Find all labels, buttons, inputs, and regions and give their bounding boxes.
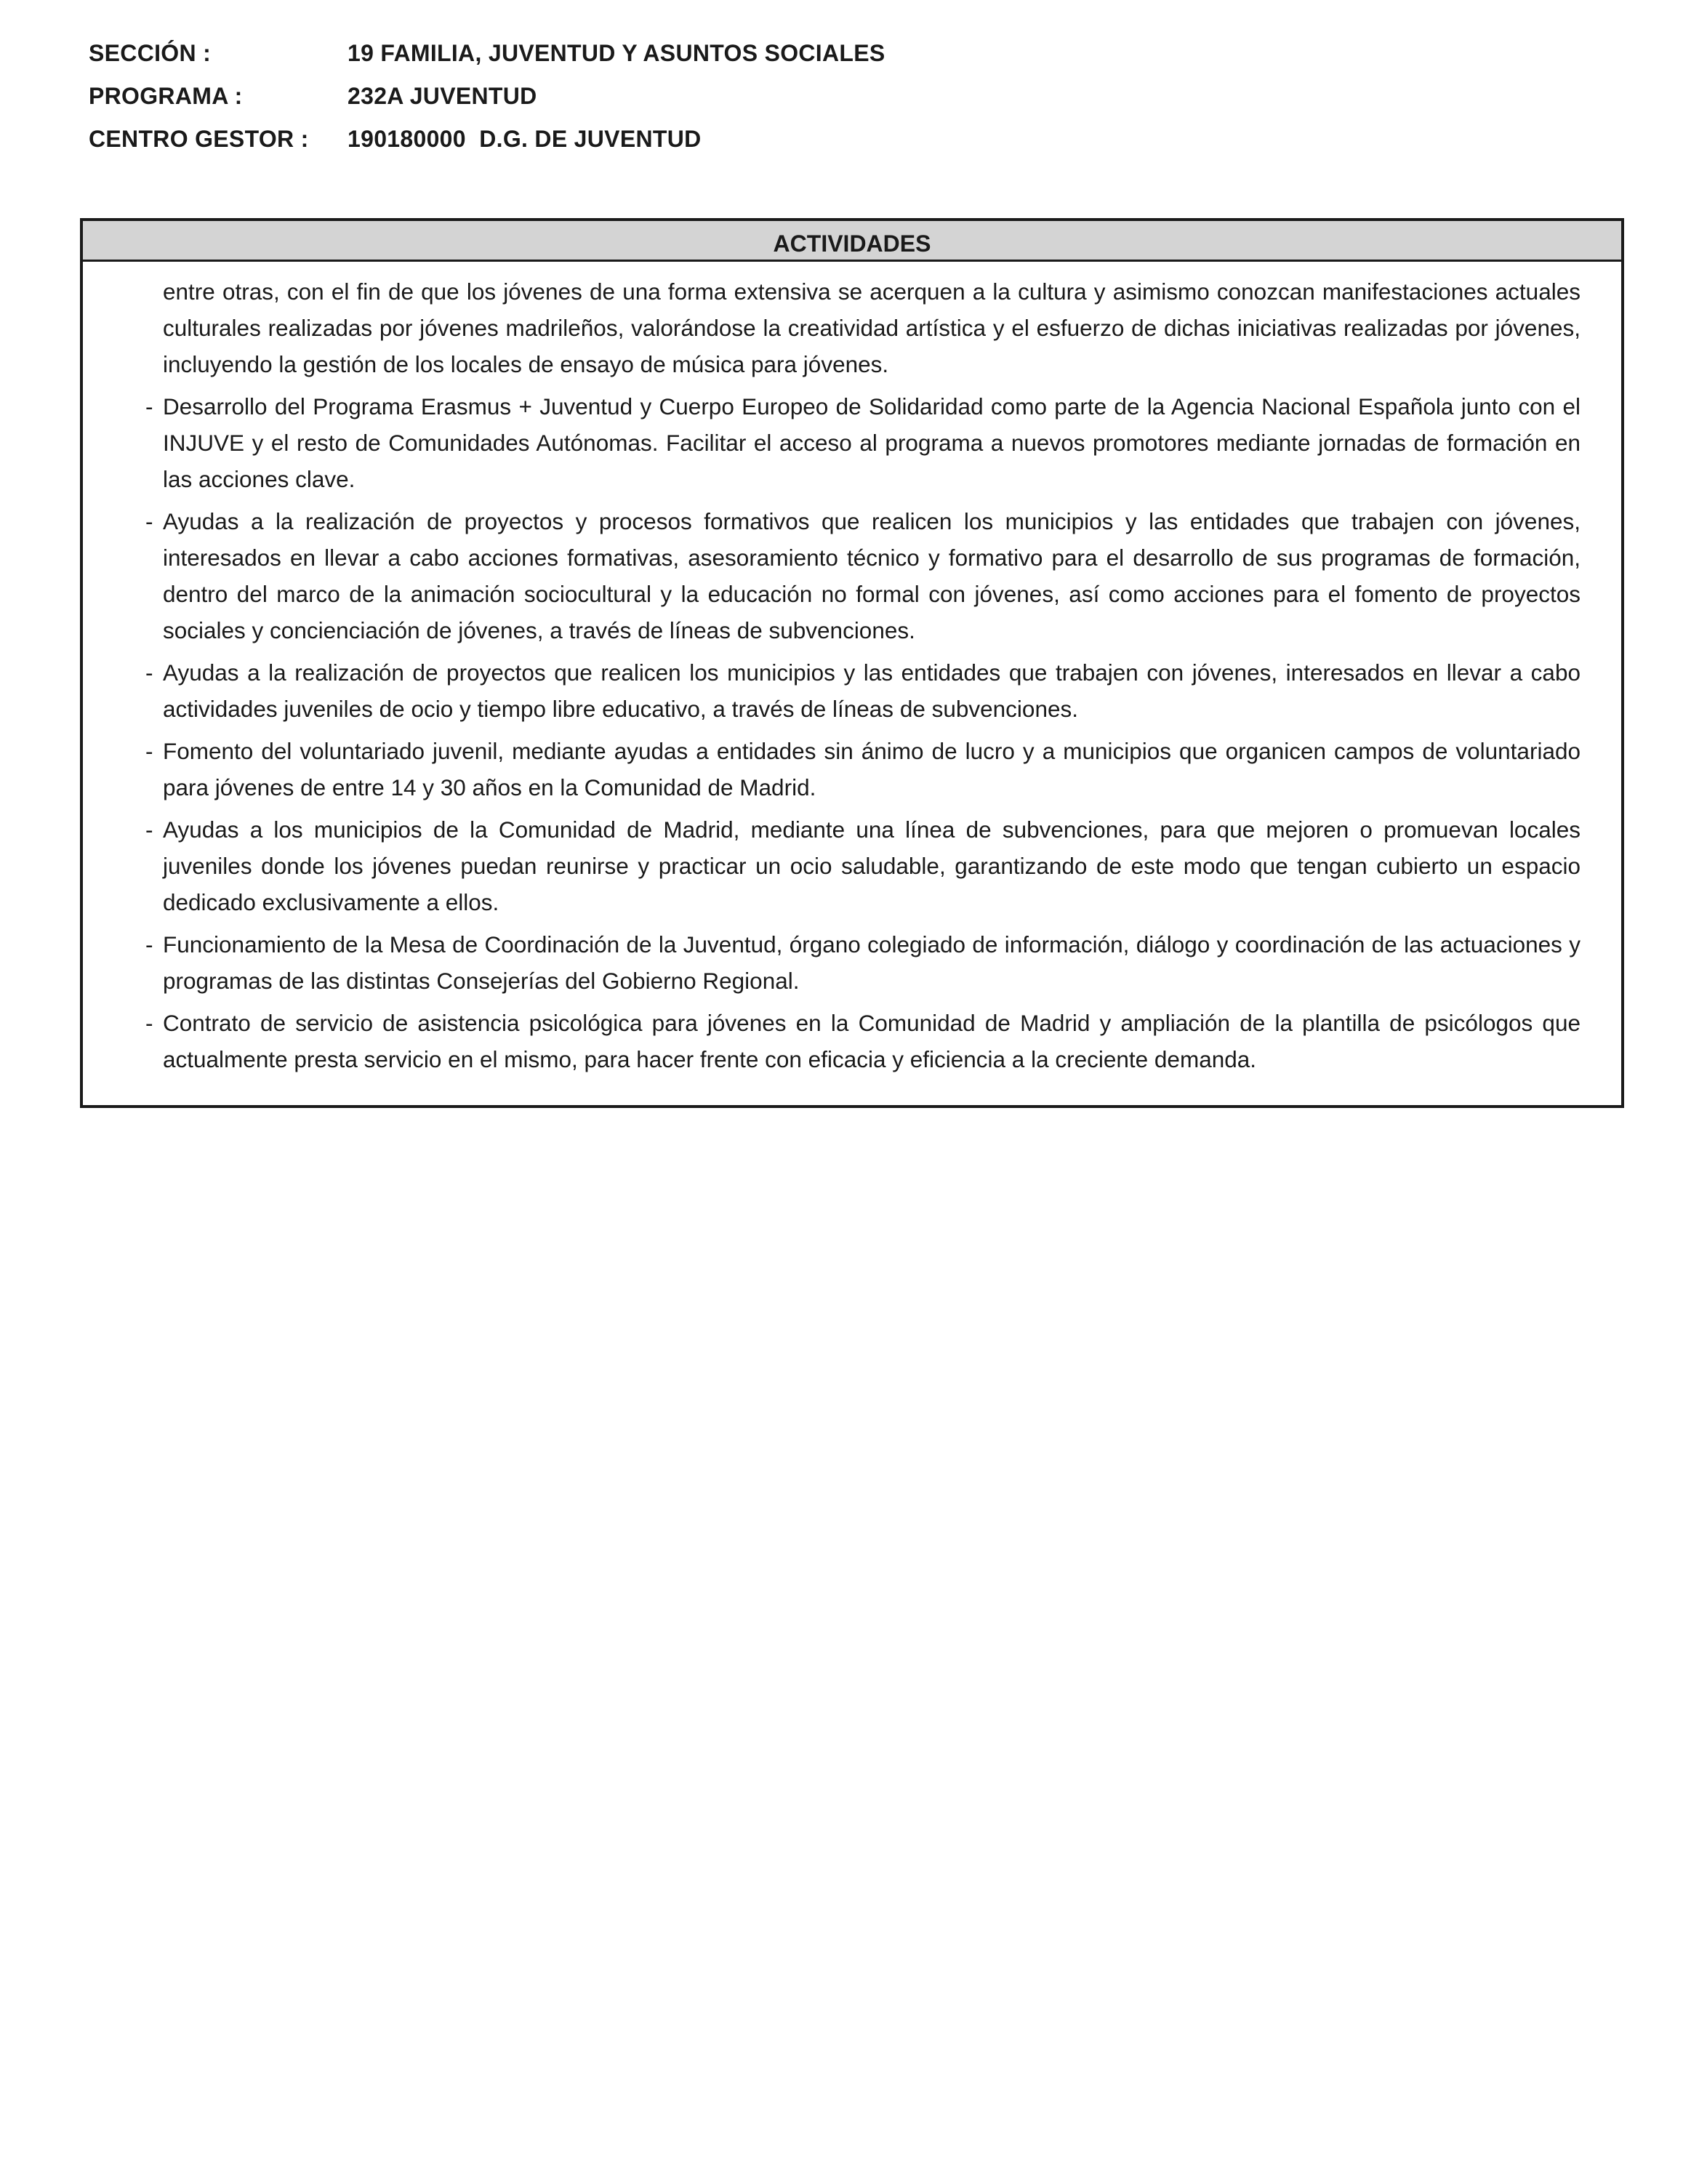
list-item (145, 503, 1581, 649)
list-item (145, 811, 1581, 920)
programa-row (89, 75, 1397, 118)
bullet-dash: - (145, 931, 153, 957)
list-item (145, 733, 1581, 806)
list-item (145, 1005, 1581, 1077)
seccion-value: 19 FAMILIA, JUVENTUD Y ASUNTOS SOCIALES (348, 40, 885, 66)
list-item-text: Ayudas a la realización de proyectos que realicen los municipios y las entidades que trabajen con jóvenes, interesados en llevar a cabo actividades juveniles de ocio y tiempo libre educativo, a través de líneas de subvenciones. (163, 659, 1581, 722)
list-item-text: Contrato de servicio de asistencia psicológica para jóvenes en la Comunidad de Madrid y ampliación de la plantilla de psicólogos que actualmente presta servicio en el mismo, para hacer frente con eficacia y eficiencia a la creciente demanda. (163, 1010, 1581, 1072)
bullet-dash: - (145, 659, 153, 686)
actividades-table (80, 218, 1624, 1108)
centro-gestor-value: 190180000 D.G. DE JUVENTUD (348, 126, 702, 152)
table-body (83, 262, 1621, 1077)
list-item-text: Desarrollo del Programa Erasmus + Juventud y Cuerpo Europeo de Solidaridad como parte de la Agencia Nacional Española junto con el INJUVE y el resto de Comunidades Autónomas. Facilitar el acceso al programa a nuevos promotores mediante jornadas de formación en las acciones clave. (163, 393, 1581, 492)
bullet-dash: - (145, 393, 153, 419)
programa-value: 232A JUVENTUD (348, 83, 537, 109)
document-header (89, 32, 1397, 161)
table-title: ACTIVIDADES (83, 221, 1621, 262)
bullet-dash: - (145, 738, 153, 764)
bullet-dash: - (145, 508, 153, 534)
seccion-row (89, 32, 1397, 75)
list-item-text: Ayudas a los municipios de la Comunidad de Madrid, mediante una línea de subvenciones, para que mejoren o promuevan locales juveniles donde los jóvenes puedan reunirse y practicar un ocio saludable, garantizando de este modo que tengan cubierto un espacio dedicado exclusivamente a ellos. (163, 816, 1581, 915)
list-item-text: Ayudas a la realización de proyectos y procesos formativos que realicen los municipios y las entidades que trabajen con jóvenes, interesados en llevar a cabo acciones formativas, asesoramiento técnico y formativo para el desarrollo de sus programas de formación, dentro del marco de la animación sociocultural y la educación no formal con jóvenes, así como acciones para el fomento de proyectos sociales y concienciación de jóvenes, a través de líneas de subvenciones. (163, 508, 1581, 643)
centro-gestor-row (89, 118, 1397, 161)
seccion-label: SECCIÓN : (89, 40, 212, 66)
programa-label: PROGRAMA : (89, 83, 243, 109)
bullet-dash: - (145, 1010, 153, 1036)
list-item (145, 926, 1581, 999)
list-item (145, 388, 1581, 497)
bullet-dash: - (145, 816, 153, 843)
list-item-text: Fomento del voluntariado juvenil, mediante ayudas a entidades sin ánimo de lucro y a municipios que organicen campos de voluntariado para jóvenes de entre 14 y 30 años en la Comunidad de Madrid. (163, 738, 1581, 800)
list-item-text: Funcionamiento de la Mesa de Coordinación de la Juventud, órgano colegiado de información, diálogo y coordinación de las actuaciones y programas de las distintas Consejerías del Gobierno Regional. (163, 931, 1581, 994)
centro-gestor-label: CENTRO GESTOR : (89, 126, 309, 152)
list-item (145, 654, 1581, 727)
intro-paragraph: entre otras, con el fin de que los jóvenes de una forma extensiva se acerquen a la cultura y asimismo conozcan manifestaciones actuales culturales realizadas por jóvenes madrileños, valorándose la creatividad artística y el esfuerzo de dichas iniciativas realizadas por jóvenes, incluyendo la gestión de los locales de ensayo de música para jóvenes. (163, 278, 1581, 377)
